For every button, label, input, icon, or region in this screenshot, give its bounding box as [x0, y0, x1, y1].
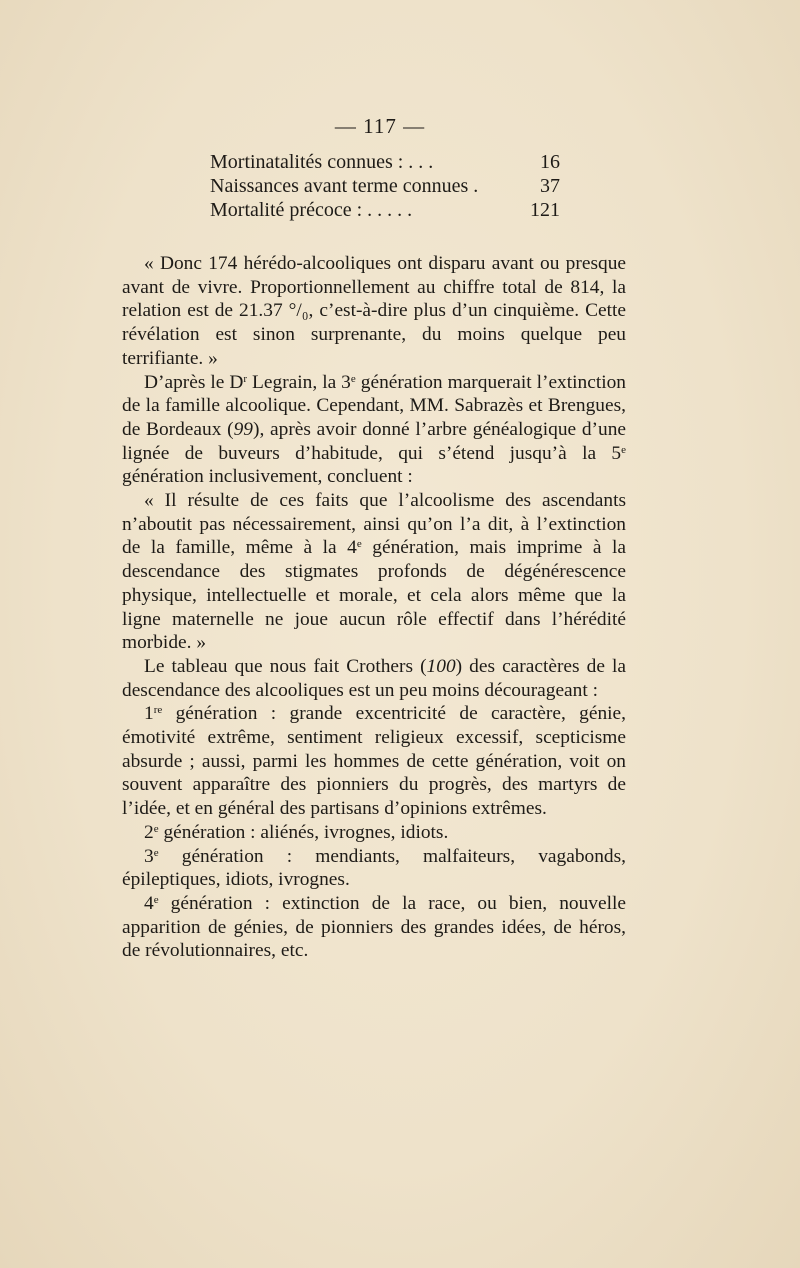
- body-text: [122, 252, 626, 963]
- text-run: 1: [144, 703, 154, 725]
- paragraph: [122, 489, 626, 655]
- reference-number: 100: [426, 655, 456, 677]
- reference-number: 99: [233, 418, 253, 440]
- text-run: ), après avoir donné l’arbre généalogique d’une lignée de buveurs d’habitude, qui s’étend jusqu’à la 5: [122, 418, 626, 464]
- stat-row: [210, 150, 560, 174]
- text-run: « Donc 174 hérédo-alcooliques ont disparu avant ou presque avant de vivre. Proportionnellement au chiffre total de 814, la relation est de 21.37 °/₀, c’est-à-dire plus d’un cinquième. Cette révélation est sinon surprenante, du moins quelque peu terrifiante. »: [122, 253, 626, 369]
- stat-value: 121: [530, 199, 560, 221]
- paragraph: [122, 252, 626, 371]
- stat-value: 16: [540, 151, 560, 173]
- stat-label: Naissances avant terme connues .: [210, 175, 479, 197]
- text-run: génération, mais imprime à la descendance des stigmates profonds de dégénérescence physique, intellectuelle et morale, et cela alors même que la ligne maternelle ne joue aucun rôle effectif dans l’hérédité morbide. »: [122, 537, 626, 654]
- superscript: r: [243, 372, 248, 385]
- stat-label: Mortinatalités connues : . . .: [210, 151, 434, 173]
- text-run: génération inclusivement, concluent :: [122, 466, 413, 488]
- stat-row: [210, 174, 560, 198]
- text-run: 3: [144, 845, 154, 867]
- superscript: e: [350, 372, 356, 385]
- stat-value: 37: [540, 175, 560, 197]
- stat-label: Mortalité précoce : . . . . .: [210, 199, 413, 221]
- text-run: génération : mendiants, malfaiteurs, vagabonds, épileptiques, idiots, ivrognes.: [122, 845, 626, 891]
- paragraph: [122, 655, 626, 702]
- text-run: Legrain, la 3: [247, 371, 351, 393]
- page-number: — 117 —: [334, 114, 426, 138]
- superscript: re: [153, 704, 163, 717]
- superscript: e: [153, 822, 159, 835]
- text-run: Le tableau que nous fait Crothers (: [144, 655, 427, 677]
- text-run: 4: [144, 892, 154, 914]
- superscript: e: [153, 846, 159, 859]
- text-run: 2: [144, 821, 154, 843]
- superscript: e: [153, 893, 159, 906]
- text-run: génération marquerait l’extinction de la famille alcoolique. Cependant, MM. Sabrazès et Brengues, de Bordeaux (: [122, 371, 626, 440]
- statistics-list: [210, 150, 560, 222]
- text-run: génération : aliénés, ivrognes, idiots.: [158, 821, 449, 843]
- stat-row: [210, 198, 560, 222]
- paragraph: [122, 821, 626, 845]
- paragraph: [122, 702, 626, 821]
- text-run: ) des caractères de la descendance des alcooliques est un peu moins décourageant :: [122, 655, 626, 701]
- paragraph: [122, 371, 626, 490]
- paragraph: [122, 845, 626, 892]
- text-run: génération : grande excentricité de caractère, génie, émotivité extrême, sentiment religieux excessif, scepticisme absurde ; aussi, parmi les hommes de cette génération, voit on souvent apparaître des pionniers du progrès, des martyrs de l’idée, et en général des partisans d’opinions extrêmes.: [122, 703, 626, 820]
- text-run: génération : extinction de la race, ou bien, nouvelle apparition de génies, de pionniers des grandes idées, de héros, de révolutionnaires, etc.: [122, 892, 626, 962]
- superscript: e: [621, 443, 626, 456]
- text-run: « Il résulte de ces faits que l’alcoolisme des ascendants n’aboutit pas nécessairement, ainsi qu’on l’a dit, à l’extinction de la famille, même à la 4: [122, 490, 626, 559]
- paragraph: [122, 892, 626, 963]
- superscript: e: [356, 538, 362, 551]
- text-run: D’après le D: [144, 371, 244, 393]
